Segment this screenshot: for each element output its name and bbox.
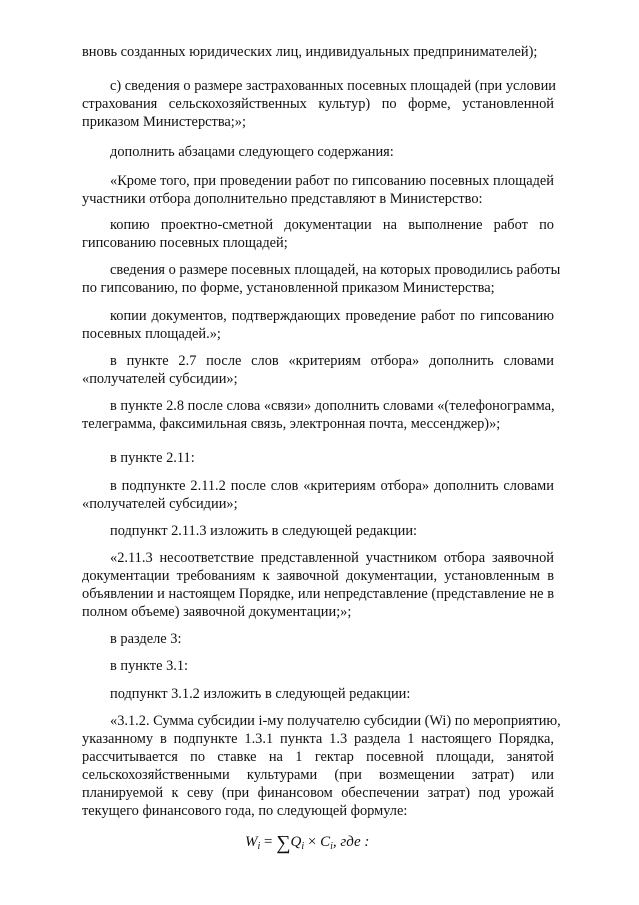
text-line: сельскохозяйственными культурами (при возмещении затрат) или <box>82 767 554 783</box>
text-line: в подпункте 2.11.2 после слов «критериям отбора» дополнить словами <box>110 478 554 494</box>
text-line: «получателей субсидии»; <box>82 496 238 512</box>
text-line: объявлении и настоящем Порядке, или непредставление (представление не в <box>82 586 554 602</box>
text-line: посевных площадей.»; <box>82 326 221 342</box>
text-line: рассчитывается по ставке на 1 гектар посевной площади, занятой <box>82 749 554 765</box>
text-line: в пункте 2.7 после слов «критериям отбора» дополнить словами <box>110 353 554 369</box>
formula-tail: , где : <box>332 834 370 850</box>
text-line: указанному в подпункте 1.3.1 пункта 1.3 раздела 1 настоящего Порядка, <box>82 731 554 747</box>
text-line: подпункт 2.11.3 изложить в следующей редакции: <box>110 523 418 539</box>
text-line: приказом Министерства;»; <box>82 114 247 130</box>
text-line: по гипсованию, по форме, установленной приказом Министерства; <box>82 280 495 296</box>
formula <box>245 832 369 855</box>
formula-eq: = <box>264 834 273 850</box>
formula-w-sub: i <box>257 841 261 852</box>
text-line: участники отбора дополнительно представляют в Министерство: <box>82 191 483 207</box>
text-line: в пункте 2.11: <box>110 450 195 466</box>
text-line: «3.1.2. Сумма субсидии i-му получателю субсидии (Wi) по мероприятию, <box>110 713 561 729</box>
text-line: вновь созданных юридических лиц, индивидуальных предпринимателей); <box>82 44 538 60</box>
text-line: документации требованиям к заявочной документации, установленным в <box>82 568 554 584</box>
text-line: полном объеме) заявочной документации;»; <box>82 604 352 620</box>
text-line: страхования сельскохозяйственных культур) по форме, установленной <box>82 96 554 112</box>
text-line: гипсованию посевных площадей; <box>82 235 288 251</box>
text-line: планируемой к севу (при финансовом обеспечении затрат) под урожай <box>82 785 554 801</box>
text-line: копию проектно-сметной документации на выполнение работ по <box>110 217 554 233</box>
text-line: сведения о размере посевных площадей, на которых проводились работы <box>110 262 561 278</box>
text-line: «получателей субсидии»; <box>82 371 238 387</box>
formula-times: × <box>307 834 317 850</box>
text-line: дополнить абзацами следующего содержания: <box>110 144 394 160</box>
text-line: «2.11.3 несоответствие представленной участником отбора заявочной <box>110 550 554 566</box>
text-line: текущего финансового года, по следующей формуле: <box>82 803 408 819</box>
text-line: с) сведения о размере застрахованных посевных площадей (при условии <box>110 78 556 94</box>
text-line: в пункте 2.8 после слова «связи» дополнить словами «(телефонограмма, <box>110 398 555 414</box>
formula-sum: ∑ <box>276 832 291 854</box>
text-line: подпункт 3.1.2 изложить в следующей редакции: <box>110 686 411 702</box>
formula-q-sub: i <box>301 841 305 852</box>
text-line: телеграмма, факсимильная связь, электронная почта, мессенджер)»; <box>82 416 501 432</box>
formula-c-sub: i <box>330 841 333 852</box>
text-line: в пункте 3.1: <box>110 658 189 674</box>
text-line: «Кроме того, при проведении работ по гипсованию посевных площадей <box>110 173 554 189</box>
formula-q: Q <box>290 834 302 850</box>
formula-c: C <box>320 834 331 850</box>
text-line: копии документов, подтверждающих проведение работ по гипсованию <box>110 308 554 324</box>
formula-w: W <box>245 834 258 850</box>
text-line: в разделе 3: <box>110 631 182 647</box>
